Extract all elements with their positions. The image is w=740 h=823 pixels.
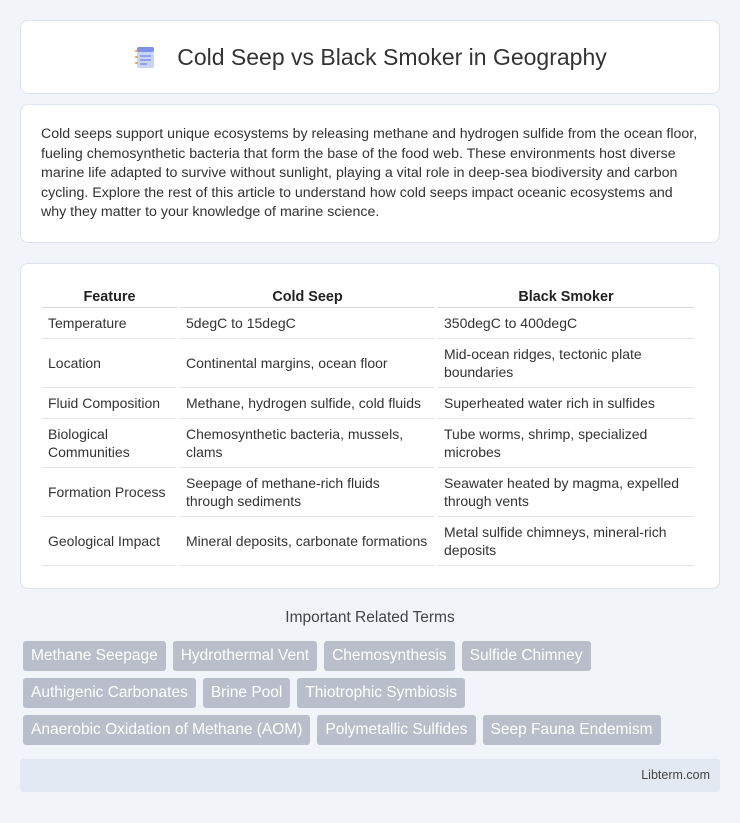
column-header-feature: Feature (42, 286, 177, 308)
footer (20, 759, 720, 792)
table-cell: Fluid Composition (42, 388, 177, 419)
document-icon (133, 44, 159, 70)
table-cell: Seepage of methane-rich fluids through sediments (180, 468, 435, 517)
intro-card (20, 104, 720, 243)
column-header-cold-seep: Cold Seep (180, 286, 435, 308)
tag-authigenic-carbonates[interactable]: Authigenic Carbonates (23, 678, 196, 708)
page-title: Cold Seep vs Black Smoker in Geography (177, 43, 607, 70)
table-cell: Location (42, 339, 177, 388)
comparison-table-card (20, 263, 720, 589)
table-cell: Chemosynthetic bacteria, mussels, clams (180, 419, 435, 468)
tag-anaerobic-oxidation-of-methane[interactable]: Anaerobic Oxidation of Methane (AOM) (23, 715, 310, 745)
table-cell: Superheated water rich in sulfides (438, 388, 694, 419)
table-row (42, 517, 694, 566)
table-cell: Tube worms, shrimp, specialized microbes (438, 419, 694, 468)
tag-methane-seepage[interactable]: Methane Seepage (23, 641, 166, 671)
table-cell: 350degC to 400degC (438, 308, 694, 339)
table-cell: Metal sulfide chimneys, mineral-rich deposits (438, 517, 694, 566)
title-wrap (133, 44, 607, 71)
tag-sulfide-chimney[interactable]: Sulfide Chimney (462, 641, 591, 671)
table-cell: Temperature (42, 308, 177, 339)
table-row (42, 339, 694, 388)
tag-chemosynthesis[interactable]: Chemosynthesis (324, 641, 455, 671)
comparison-table (39, 286, 697, 566)
tag-polymetallic-sulfides[interactable]: Polymetallic Sulfides (317, 715, 475, 745)
table-cell: Seawater heated by magma, expelled through vents (438, 468, 694, 517)
related-terms-heading: Important Related Terms (285, 609, 455, 626)
table-row (42, 388, 694, 419)
table-cell: Continental margins, ocean floor (180, 339, 435, 388)
table-cell: 5degC to 15degC (180, 308, 435, 339)
column-header-black-smoker: Black Smoker (438, 286, 694, 308)
table-row (42, 308, 694, 339)
header-card (20, 20, 720, 94)
table-cell: Geological Impact (42, 517, 177, 566)
tag-seep-fauna-endemism[interactable]: Seep Fauna Endemism (483, 715, 661, 745)
table-row (42, 419, 694, 468)
table-header-row (42, 286, 694, 308)
table-row (42, 468, 694, 517)
footer-site-name[interactable]: Libterm.com (641, 768, 710, 782)
tag-thiotrophic-symbiosis[interactable]: Thiotrophic Symbiosis (297, 678, 465, 708)
table-cell: Methane, hydrogen sulfide, cold fluids (180, 388, 435, 419)
table-cell: Mid-ocean ridges, tectonic plate boundaries (438, 339, 694, 388)
intro-paragraph: Cold seeps support unique ecosystems by releasing methane and hydrogen sulfide from the ocean floor, fueling chemosynthetic bacteria that form the base of the food web. These environments host diverse marine life adapted to survive without sunlight, playing a vital role in deep-sea biodiversity and carbon cycling. Explore the rest of this article to understand how cold seeps impact oceanic ecosystems and why they matter to your knowledge of marine science. (41, 126, 698, 221)
table-cell: Biological Communities (42, 419, 177, 468)
table-cell: Formation Process (42, 468, 177, 517)
table-cell: Mineral deposits, carbonate formations (180, 517, 435, 566)
tag-hydrothermal-vent[interactable]: Hydrothermal Vent (173, 641, 317, 671)
tag-brine-pool[interactable]: Brine Pool (203, 678, 291, 708)
related-terms-tags (23, 641, 713, 745)
